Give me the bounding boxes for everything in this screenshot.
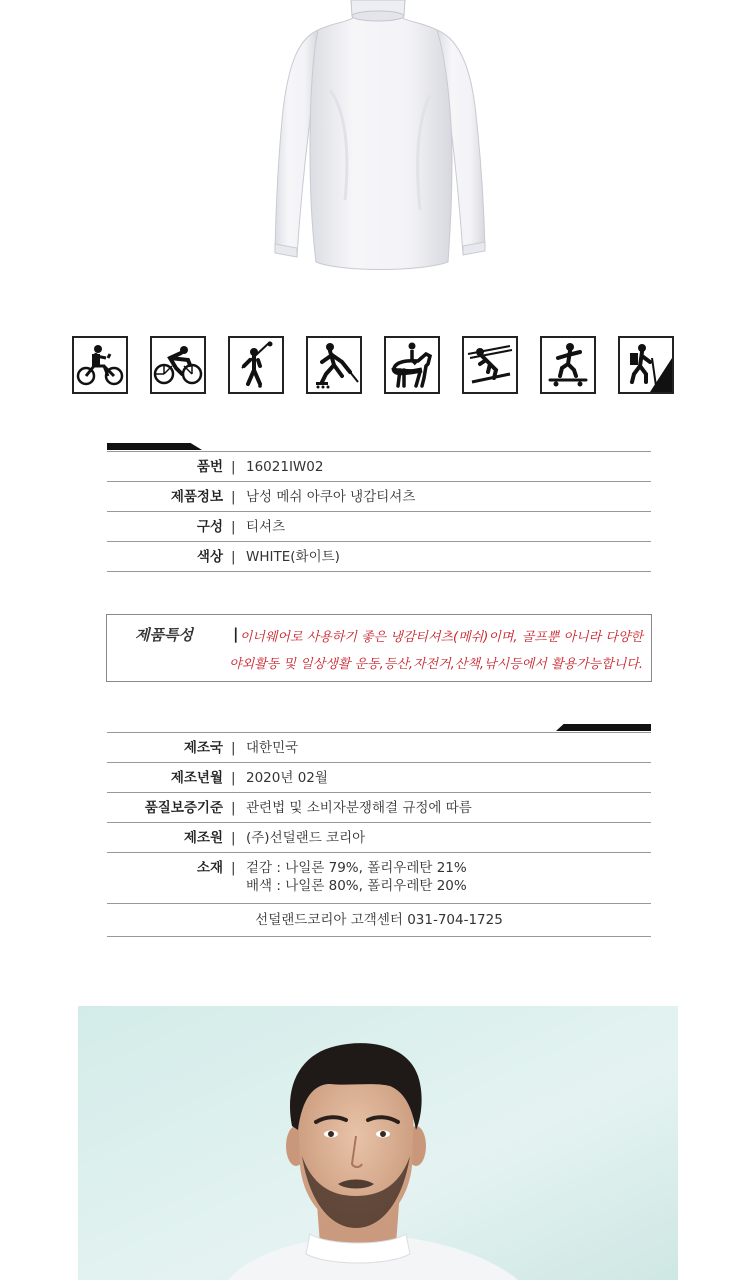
- feature-title: 제품특성: [135, 626, 193, 644]
- spec-separator: |: [231, 800, 236, 816]
- product-feature-box: [106, 614, 652, 682]
- model-photo: [78, 1006, 678, 1280]
- spec-row-product-info: [107, 482, 651, 512]
- spec-row-country: [107, 733, 651, 763]
- spec-value: 관련법 및 소비자분쟁해결 규정에 따름: [246, 800, 472, 816]
- spec-label: 구성: [196, 519, 223, 535]
- material-line-1: 겉감 : 나일론 79%, 폴리우레탄 21%: [246, 860, 467, 876]
- customer-center-text: 선덜랜드코리아 고객센터 031-704-1725: [255, 912, 503, 928]
- spec-label: 제조국: [183, 740, 223, 756]
- spec-label: 품번: [196, 459, 223, 475]
- golf-icon: [228, 336, 284, 394]
- spec-value: 티셔츠: [246, 519, 286, 535]
- horse-riding-icon: [384, 336, 440, 394]
- skateboarding-icon: [540, 336, 596, 394]
- spec-separator: |: [231, 860, 236, 876]
- spec-value: WHITE(화이트): [246, 549, 340, 565]
- spec-separator: |: [231, 519, 236, 535]
- spec-row-manufacture-date: [107, 763, 651, 793]
- spec-separator: |: [231, 830, 236, 846]
- spec-row-manufacturer: [107, 823, 651, 853]
- spec-separator: |: [231, 549, 236, 565]
- spec-label: 색상: [196, 549, 223, 565]
- cycling-icon: [72, 336, 128, 394]
- product-image-shirt: [0, 0, 750, 300]
- spec-value: [246, 859, 467, 895]
- spec-value: 남성 메쉬 아쿠아 냉감티셔츠: [246, 489, 416, 505]
- feature-description-line-2: 야외활동 및 일상생활 운동,등산,자전거,산책,낚시등에서 활용가능합니다.: [229, 657, 643, 672]
- spec-value: (주)선덜랜드 코리아: [246, 830, 366, 846]
- activity-icon-row: [72, 336, 676, 396]
- spec-value: 대한민국: [246, 740, 299, 756]
- spec-label: 제조년월: [170, 770, 223, 786]
- section-divider: [556, 724, 651, 731]
- spec-value: 2020년 02월: [246, 770, 328, 786]
- spec-value: 16021IW02: [246, 459, 324, 475]
- section-divider: [107, 443, 202, 450]
- spec-separator: |: [231, 770, 236, 786]
- inline-hockey-icon: [306, 336, 362, 394]
- feature-description-line-1: 이너웨어로 사용하기 좋은 냉감티셔츠(메쉬)이며, 골프뿐 아니라 다양한: [239, 630, 643, 645]
- feature-separator: |: [233, 625, 239, 643]
- spec-separator: |: [231, 489, 236, 505]
- spec-row-composition: [107, 512, 651, 542]
- spec-label: 소재: [196, 860, 223, 876]
- customer-center-row: [107, 904, 651, 937]
- spec-label: 품질보증기준: [144, 800, 223, 816]
- spec-row-quality-warranty: [107, 793, 651, 823]
- spec-label: 제조원: [183, 830, 223, 846]
- spec-row-material: [107, 853, 651, 904]
- spec-separator: |: [231, 459, 236, 475]
- road-biking-icon: [150, 336, 206, 394]
- spec-row-product-code: [107, 452, 651, 482]
- material-line-2: 배색 : 나일론 80%, 폴리우레탄 20%: [246, 878, 467, 894]
- hiking-icon: [618, 336, 674, 394]
- skiing-icon: [462, 336, 518, 394]
- spec-separator: |: [231, 740, 236, 756]
- spec-label: 제품정보: [170, 489, 223, 505]
- spec-row-color: [107, 542, 651, 572]
